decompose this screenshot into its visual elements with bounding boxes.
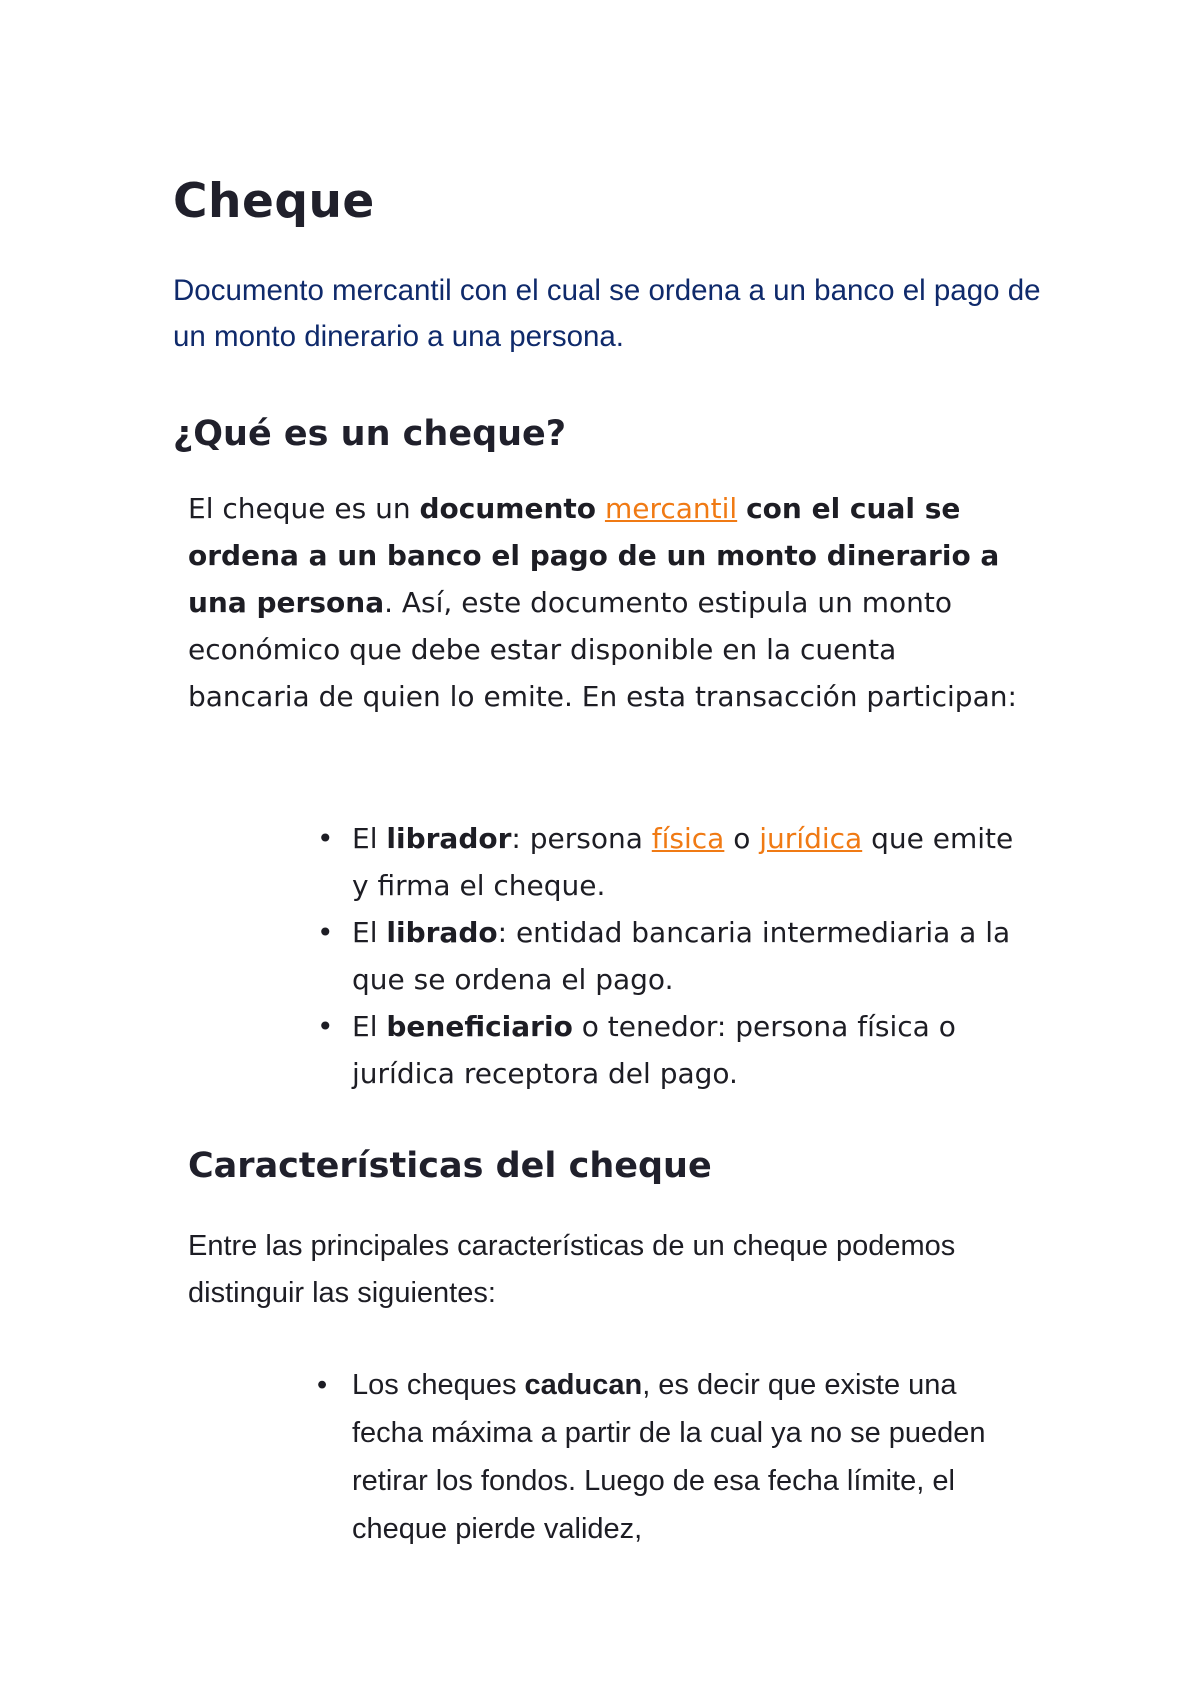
text-run: , es decir que existe una fecha máxima a partir de la cual ya no se pueden retirar los fondos. Luego de esa fecha límite, el cheque pierde validez, [352,1369,986,1545]
text-run: o [724,822,760,855]
bold-text: caducan [524,1369,643,1401]
list-item [317,909,1032,1003]
link-juridica[interactable]: jurídica [759,822,863,855]
text-run: Los cheques [352,1369,525,1401]
bold-text: con el cual se ordena a un banco el pago de un monto dinerario a una persona [188,492,1000,619]
link-fisica[interactable]: física [651,822,725,855]
text-run: El cheque es un [188,492,420,525]
link-mercantil[interactable]: mercantil [604,492,738,525]
bold-text: librado [386,916,498,949]
text-run: : entidad bancaria intermediaria a la que se ordena el pago. [352,916,1011,996]
bold-text: beneficiario [386,1010,573,1043]
text-run [737,492,746,525]
section-heading-que-es: ¿Qué es un cheque? [173,414,567,454]
text-run: : persona [511,822,652,855]
characteristics-list [317,1361,1032,1553]
text-run: El [352,1010,387,1043]
section-paragraph-caracteristicas: Entre las principales características de un cheque podemos distinguir las siguientes: [188,1230,956,1309]
text-run: El [352,916,387,949]
list-item [317,815,1032,909]
text-run [596,492,605,525]
text-run: . Así, este documento estipula un monto económico que debe estar disponible en la cuenta bancaria de quien lo emite. En esta transacción participan: [188,586,1017,713]
section-heading-caracteristicas: Características del cheque [188,1146,712,1186]
text-run: o tenedor: persona física o jurídica receptora del pago. [352,1010,956,1090]
bold-text: documento [419,492,597,525]
participants-list [317,815,1032,1097]
list-item [317,1003,1032,1097]
bullet-icon: • [317,1010,334,1043]
bullet-icon: • [317,1369,328,1401]
text-run: El [352,822,387,855]
subtitle: Documento mercantil con el cual se ordena a un banco el pago de un monto dinerario a una persona. [173,274,1041,353]
list-item [317,1361,1032,1553]
bullet-icon: • [317,822,334,855]
bullet-icon: • [317,916,334,949]
page-title: Cheque [173,174,375,229]
text-run: que emite y firma el cheque. [352,822,1014,902]
bold-text: librador [386,822,512,855]
section-paragraph-que-es [188,485,1018,720]
